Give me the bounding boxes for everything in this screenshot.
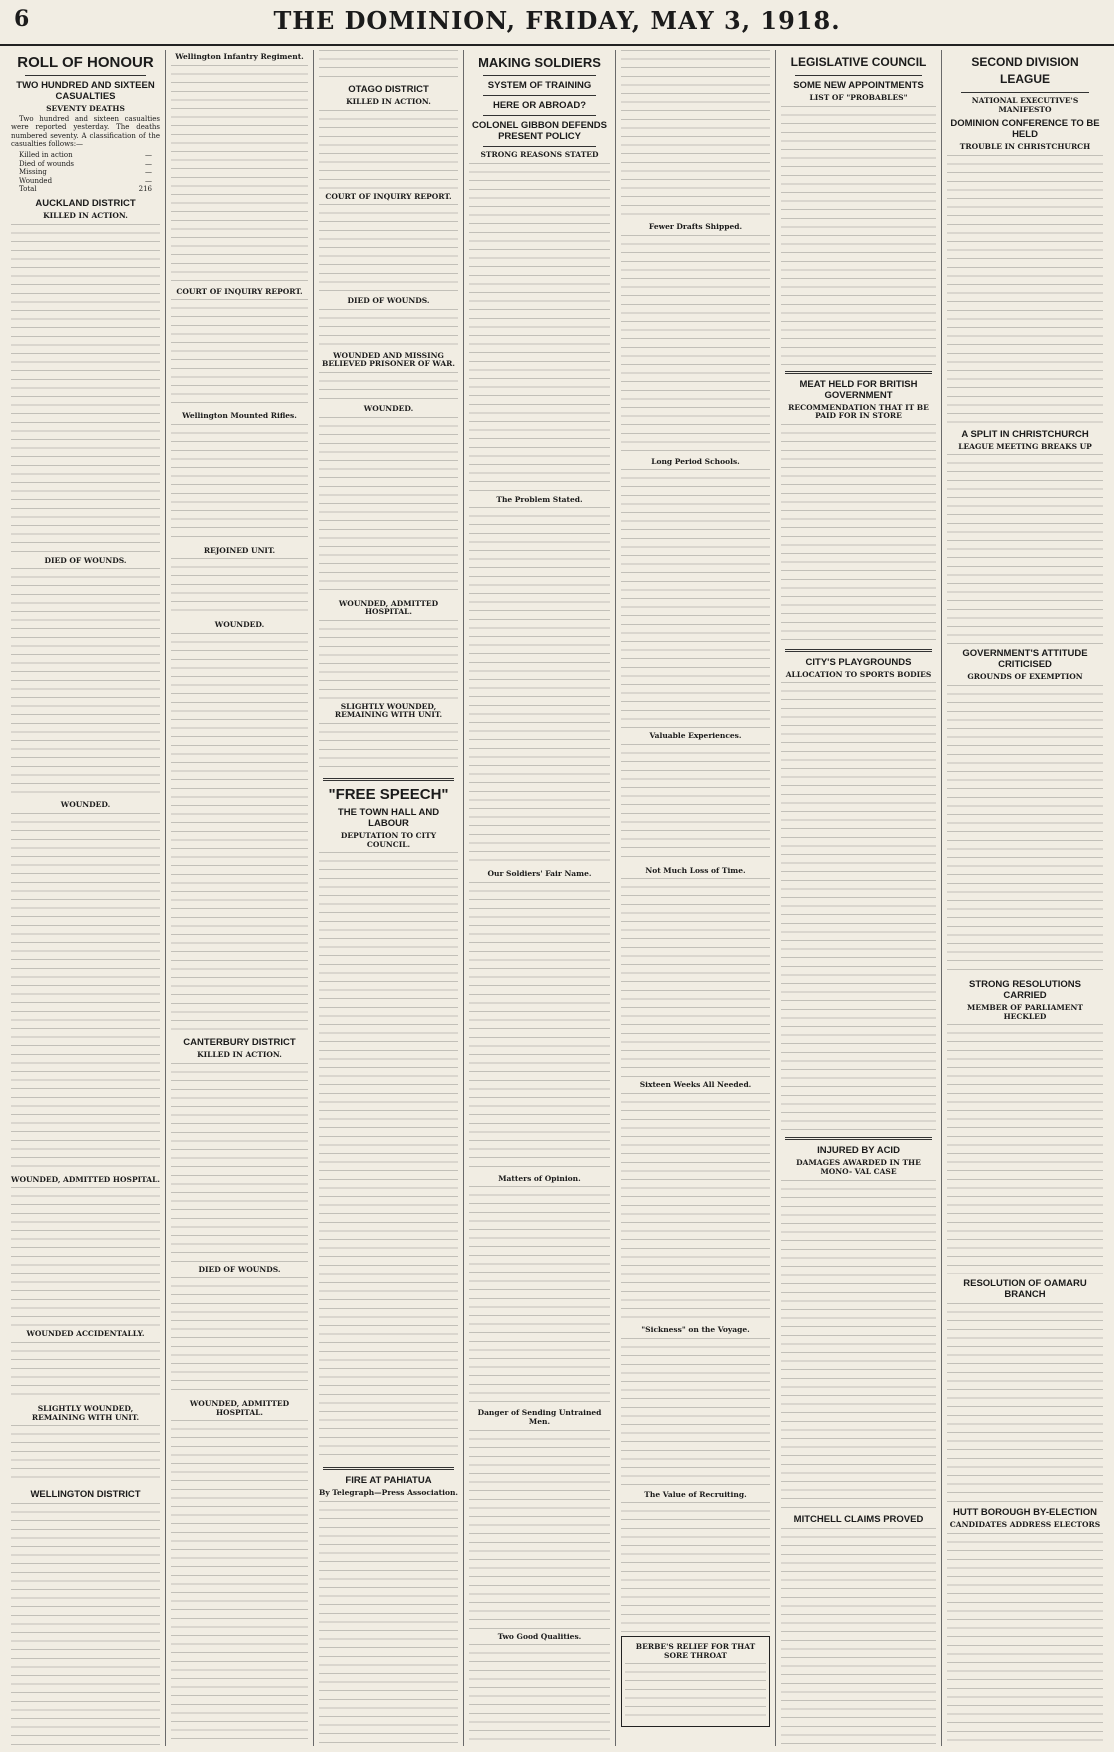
casualty-table: [19, 151, 152, 194]
column-casualty-lists: [166, 50, 314, 1746]
text-block: [781, 1180, 936, 1510]
headline-fire-pahiatua: FIRE AT PAHIATUA: [345, 1475, 432, 1487]
newspaper-title: THE DOMINION, FRIDAY, MAY 3, 1918.: [273, 6, 841, 35]
text-block: [469, 163, 610, 493]
text-block: [947, 685, 1103, 975]
divider: [483, 95, 596, 96]
text-block: [171, 1277, 308, 1397]
text-block: [319, 620, 458, 700]
column-legislative-council: [776, 50, 942, 1746]
deck-damages: DAMAGES AWARDED IN THE MONO- VAL CASE: [796, 1158, 921, 1176]
subheading: Our Soldiers' Fair Name.: [487, 869, 592, 879]
deck-manifesto: NATIONAL EXECUTIVE'S MANIFESTO: [971, 96, 1079, 114]
subhead-casualties: TWO HUNDRED AND SIXTEEN CASUALTIES: [16, 80, 155, 102]
section-heading: DIED OF WOUNDS.: [44, 555, 127, 565]
text-block: [171, 65, 308, 285]
deck-recommendation: RECOMMENDATION THAT IT BE PAID FOR IN STORE: [788, 402, 929, 421]
subheading: Long Period Schools.: [651, 456, 740, 466]
section-heading: COURT OF INQUIRY REPORT.: [176, 286, 303, 296]
text-block: [469, 1186, 610, 1406]
deck-here-or-abroad: HERE OR ABROAD?: [492, 100, 587, 111]
section-heading: KILLED IN ACTION.: [43, 210, 128, 220]
divider: [483, 115, 596, 116]
divider: [785, 1137, 932, 1140]
section-heading: WOUNDED.: [60, 800, 111, 810]
text-block: [11, 224, 160, 554]
text-block: [621, 1502, 770, 1632]
text-block: [781, 1528, 936, 1746]
text-block: [947, 1024, 1103, 1274]
text-block: [781, 106, 936, 366]
text-block: [11, 813, 160, 1173]
headline-second-division: SECOND DIVISION LEAGUE: [971, 55, 1079, 86]
text-block: [319, 372, 458, 402]
text-block: [319, 723, 458, 773]
text-block: [947, 1533, 1103, 1746]
text-block: [781, 424, 936, 644]
ad-heading: BERBE'S RELIEF FOR THAT SORE THROAT: [635, 1642, 756, 1660]
divider: [25, 75, 146, 76]
divider: [785, 371, 932, 374]
divider: [323, 1467, 454, 1470]
text-block: [621, 1338, 770, 1488]
text-block: [319, 110, 458, 190]
text-block: [171, 558, 308, 618]
subheading: Sixteen Weeks All Needed.: [639, 1080, 752, 1090]
headline-playgrounds: CITY'S PLAYGROUNDS: [805, 656, 912, 668]
subheading: Two Good Qualities.: [497, 1631, 582, 1641]
headline-mitchell: MITCHELL CLAIMS PROVED: [793, 1513, 924, 1525]
headline-roll-of-honour: ROLL OF HONOUR: [17, 54, 154, 71]
table-row: Total 216: [19, 185, 152, 194]
text-block: [171, 1063, 308, 1263]
text-block: [319, 204, 458, 294]
section-heading: DIED OF WOUNDS.: [198, 1264, 281, 1274]
column-second-division: [942, 50, 1108, 1746]
text-block: [621, 1093, 770, 1323]
text-block: [781, 682, 936, 1132]
district-heading: AUCKLAND DISTRICT: [35, 197, 136, 209]
text-block: [11, 568, 160, 798]
text-block: [469, 1430, 610, 1630]
text-block: [621, 50, 770, 220]
deck-strong-reasons: STRONG REASONS STATED: [480, 150, 599, 159]
text-block: [319, 1501, 458, 1746]
text-block: [947, 1303, 1103, 1503]
subheading: Valuable Experiences.: [649, 731, 742, 741]
text-block: [11, 1425, 160, 1485]
deck-meeting: LEAGUE MEETING BREAKS UP: [958, 441, 1092, 451]
byline: By Telegraph—Press Association.: [319, 1488, 459, 1498]
deck-new-appointments: SOME NEW APPOINTMENTS: [793, 80, 924, 91]
masthead: [0, 0, 1114, 46]
page-number: 6: [14, 6, 30, 32]
section-heading: SLIGHTLY WOUNDED, REMAINING WITH UNIT.: [334, 701, 443, 720]
section-heading: WOUNDED, ADMITTED HOSPITAL.: [338, 598, 439, 617]
deck-trouble: TROUBLE IN CHRISTCHURCH: [959, 142, 1091, 152]
headline-hutt: HUTT BOROUGH BY-ELECTION: [952, 1507, 1098, 1519]
section-heading: COURT OF INQUIRY REPORT.: [325, 191, 452, 201]
headline-legislative-council: LEGISLATIVE COUNCIL: [790, 55, 927, 69]
subheading: Not Much Loss of Time.: [645, 865, 746, 875]
district-heading: OTAGO DISTRICT: [348, 84, 429, 95]
ad-text: [625, 1663, 766, 1723]
subheading: "Sickness" on the Voyage.: [641, 1324, 750, 1334]
subheading: Matters of Opinion.: [498, 1173, 581, 1183]
unit-heading: Wellington Mounted Rifles.: [182, 411, 297, 421]
text-block: [319, 309, 458, 349]
headline-oamaru: RESOLUTION OF OAMARU BRANCH: [963, 1278, 1087, 1301]
text-block: [621, 469, 770, 729]
text-block: [621, 878, 770, 1078]
text-block: [469, 882, 610, 1172]
deck-allocation: ALLOCATION TO SPORTS BODIES: [785, 669, 932, 679]
section-heading: WOUNDED AND MISSING BELIEVED PRISONER OF WAR.: [321, 350, 456, 369]
section-heading: WOUNDED ACCIDENTALLY.: [26, 1329, 145, 1339]
text-block: [319, 50, 458, 80]
unit-heading: Wellington Infantry Regiment.: [175, 52, 304, 61]
headline-split: A SPLIT IN CHRISTCHURCH: [961, 428, 1089, 440]
table-row: Missing —: [19, 168, 152, 177]
column-roll-of-honour: [6, 50, 166, 1746]
divider: [961, 92, 1089, 93]
text-block: [621, 744, 770, 864]
table-row: Died of wounds —: [19, 159, 152, 168]
divider: [483, 75, 596, 76]
text-block: [621, 235, 770, 455]
divider: [323, 778, 454, 781]
text-block: [171, 1420, 308, 1746]
deck-probables: LIST OF "PROBABLES": [809, 93, 908, 102]
column-training-continued: [616, 50, 776, 1746]
headline-meat-held: MEAT HELD FOR BRITISH GOVERNMENT: [799, 378, 918, 401]
subheading: The Problem Stated.: [496, 494, 583, 504]
section-heading: REJOINED UNIT.: [203, 545, 276, 555]
deck-deputation: DEPUTATION TO CITY COUNCIL.: [340, 830, 437, 849]
text-block: [319, 852, 458, 1462]
deck-candidates: CANDIDATES ADDRESS ELECTORS: [949, 1520, 1101, 1530]
deck-colonel-gibbon: COLONEL GIBBON DEFENDS PRESENT POLICY: [472, 120, 607, 142]
table-row: Killed in action —: [19, 150, 152, 159]
headline-free-speech: "FREE SPEECH": [328, 785, 449, 803]
headline-making-soldiers: MAKING SOLDIERS: [478, 55, 601, 70]
advertisement: [621, 1636, 770, 1727]
headline-attitude: GOVERNMENT'S ATTITUDE CRITICISED: [962, 648, 1088, 671]
subhead-town-hall: THE TOWN HALL AND LABOUR: [337, 806, 440, 829]
headline-resolutions: STRONG RESOLUTIONS CARRIED: [969, 978, 1081, 1001]
column-otago-and-free-speech: [314, 50, 464, 1746]
section-heading: WOUNDED, ADMITTED HOSPITAL.: [11, 1174, 160, 1184]
text-block: [469, 1644, 610, 1746]
deck-conference: DOMINION CONFERENCE TO BE HELD: [950, 118, 1100, 141]
page-columns: [6, 50, 1108, 1746]
section-heading: WOUNDED.: [363, 403, 414, 413]
column-making-soldiers: [464, 50, 616, 1746]
text-block: [11, 1503, 160, 1746]
section-heading: KILLED IN ACTION.: [197, 1049, 282, 1059]
section-heading: KILLED IN ACTION.: [346, 97, 431, 106]
text-block: [11, 1187, 160, 1327]
section-heading: WOUNDED.: [214, 620, 265, 630]
divider: [795, 75, 922, 76]
text-block: [171, 299, 308, 409]
subhead-deaths: SEVENTY DEATHS: [46, 104, 125, 113]
text-block: [947, 454, 1103, 644]
subheading: Fewer Drafts Shipped.: [648, 222, 743, 231]
section-heading: DIED OF WOUNDS.: [347, 296, 430, 306]
table-row: Wounded —: [19, 176, 152, 185]
headline-injured-by-acid: INJURED BY ACID: [817, 1145, 900, 1157]
divider: [483, 146, 596, 147]
text-block: [319, 417, 458, 597]
deck-heckled: MEMBER OF PARLIAMENT HECKLED: [967, 1002, 1083, 1021]
district-heading: WELLINGTON DISTRICT: [30, 1489, 141, 1501]
section-heading: WOUNDED, ADMITTED HOSPITAL.: [189, 1399, 290, 1417]
text-block: [947, 155, 1103, 425]
subheading: The Value of Recruiting.: [644, 1489, 747, 1499]
subheading: Danger of Sending Untrained Men.: [477, 1408, 602, 1426]
section-heading: SLIGHTLY WOUNDED, REMAINING WITH UNIT.: [31, 1403, 140, 1422]
district-heading: CANTERBURY DISTRICT: [183, 1036, 296, 1048]
intro-paragraph: Two hundred and sixteen casualties were reported yesterday. The deaths numbered seventy. A classification of the casualties follows:—: [11, 114, 160, 149]
divider: [785, 649, 932, 652]
text-block: [11, 1342, 160, 1402]
text-block: [171, 633, 308, 1033]
deck-system-of-training: SYSTEM OF TRAINING: [487, 80, 592, 91]
text-block: [171, 424, 308, 544]
text-block: [469, 507, 610, 867]
deck-exemption: GROUNDS OF EXEMPTION: [967, 672, 1083, 682]
